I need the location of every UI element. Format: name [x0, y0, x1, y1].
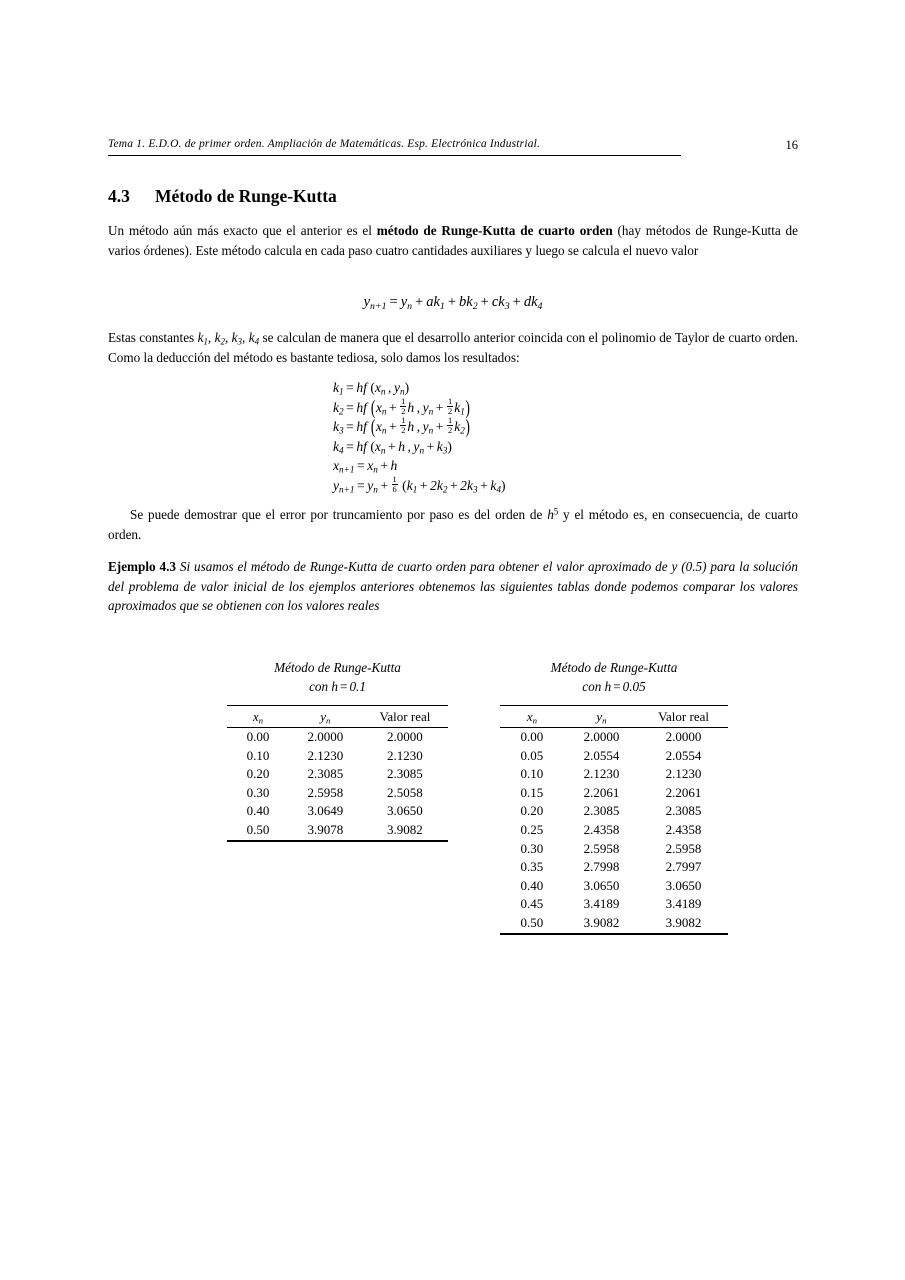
cell-valor-real: 2.1230 — [665, 766, 702, 782]
cell-valor-real: 3.0650 — [665, 877, 702, 893]
column-header-xn: $x_n$ — [500, 706, 564, 728]
table-caption-left-line2 — [227, 677, 448, 696]
cell-valor-real: 2.5958 — [665, 840, 702, 856]
paragraph-intro-text-a: Un método aún más exacto que el anterior es el — [108, 223, 377, 238]
table-right-body — [500, 728, 728, 934]
cell-valor-real: 2.5058 — [387, 784, 423, 800]
cell-xn: 0.05 — [520, 747, 544, 763]
paragraph-truncation-text-b: y el método es, en consecuencia, de cuarto orden. — [108, 507, 798, 542]
table-right — [500, 705, 728, 935]
cell-xn: 0.20 — [246, 766, 270, 782]
paragraph-ejemplo — [108, 557, 798, 616]
equation-xn1: $x_{n+1} = x_n + h$ — [333, 458, 398, 475]
cell-valor-real: 2.1230 — [387, 747, 423, 763]
cell-yn: 2.1230 — [583, 766, 620, 782]
cell-yn: 2.4358 — [583, 821, 620, 837]
equation-yn1-update: $y_{n+1} = y_n$ + $\frac{1}{6}$ $(k_1 + 2k_2 + 2k_3 + k_4)$ — [333, 473, 506, 495]
cell-yn: 2.7998 — [583, 859, 620, 875]
cell-yn: 2.0554 — [583, 747, 620, 763]
running-header — [108, 138, 798, 160]
table-row — [227, 765, 448, 784]
table-header-row — [227, 706, 448, 728]
cell-xn: 0.00 — [520, 729, 544, 744]
table-caption-right-line1: Método de Runge-Kutta — [550, 660, 678, 675]
cell-yn: 2.0000 — [583, 729, 620, 744]
cell-xn: 0.10 — [246, 747, 270, 763]
cell-valor-real: 2.0000 — [665, 729, 702, 744]
cell-xn: 0.15 — [520, 784, 544, 800]
cell-valor-real: 2.3085 — [387, 766, 423, 782]
equation-k2: $k_2$ = hf ($x_n$ + $\frac{1}{2}$ h , $y_n$ + $\frac{1}{2}$ $k_1$) — [333, 395, 470, 418]
column-header-valor-real: Valor real — [362, 706, 448, 728]
cell-xn: 0.40 — [246, 803, 270, 819]
cell-valor-real: 3.0650 — [387, 803, 423, 819]
ejemplo-text: Si usamos el método de Runge-Kutta de cuarto orden para obtener el valor aproximado de y (0.5) para la solución del problema de valor inicial de los ejemplos anteriores obtenemos las siguientes tablas donde podemos comparar los valores aproximados que se obtienen con los valores reales — [108, 559, 798, 614]
equation-k1: $k_1$ = hf ($x_n$ , $y_n$) — [333, 380, 410, 397]
cell-xn: 0.00 — [246, 729, 270, 744]
cell-xn: 0.30 — [520, 840, 544, 856]
cell-xn: 0.40 — [520, 877, 544, 893]
table-caption-left-line1: Método de Runge-Kutta — [274, 660, 401, 675]
cell-yn: 3.9078 — [289, 821, 362, 841]
table-caption-right-line2-b: 0.05 — [622, 679, 646, 694]
column-header-xn: $x_n$ — [227, 706, 289, 728]
running-header-title: Tema 1. E.D.O. de primer orden. Ampliación de Matemáticas. Esp. Electrónica Industrial. — [108, 138, 541, 150]
table-caption-right-line2-a: con h — [582, 679, 612, 694]
section-heading — [108, 186, 337, 207]
paragraph-intro — [108, 221, 798, 260]
cell-yn: 3.9082 — [564, 914, 639, 934]
cell-xn: 0.50 — [500, 914, 564, 934]
column-header-yn: $y_n$ — [289, 706, 362, 728]
cell-xn: 0.25 — [520, 821, 544, 837]
table-row — [500, 914, 728, 934]
table-caption-left-line2-op: = — [340, 679, 348, 694]
cell-valor-real: 3.4189 — [665, 896, 702, 912]
table-row — [500, 840, 728, 859]
table-h-0-1 — [227, 658, 448, 842]
column-header-valor-real: Valor real — [639, 706, 728, 728]
paragraph-intro-text-b: (hay métodos de Runge-Kutta de varios órdenes). Este método calcula en cada paso cuatro cantidades auxiliares y luego se calcula el nuevo valor — [108, 223, 798, 258]
cell-yn: 2.5958 — [307, 784, 344, 800]
cell-valor-real: 3.9082 — [639, 914, 728, 934]
cell-xn: 0.45 — [520, 896, 544, 912]
table-row — [227, 728, 448, 747]
paragraph-intro-bold-term: método de Runge-Kutta de cuarto orden — [376, 223, 613, 238]
table-row — [227, 821, 448, 841]
table-caption-right-line2-op: = — [613, 679, 621, 694]
cell-yn: 3.0649 — [307, 803, 344, 819]
section-number: 4.3 — [108, 186, 130, 206]
cell-valor-real: 2.7997 — [665, 859, 702, 875]
table-caption-right — [500, 658, 728, 696]
cell-xn: 0.30 — [246, 784, 270, 800]
paragraph-truncation-text-a: Se puede demostrar que el error por truncamiento por paso es del orden de — [130, 507, 548, 522]
cell-xn: 0.20 — [520, 803, 544, 819]
table-row — [500, 877, 728, 896]
equation-block-runge-kutta — [333, 378, 506, 495]
table-h-0-05 — [500, 658, 728, 935]
table-row — [500, 895, 728, 914]
ejemplo-label: Ejemplo 4.3 — [108, 559, 176, 574]
column-header-yn: $y_n$ — [564, 706, 639, 728]
cell-valor-real: 2.3085 — [665, 803, 702, 819]
table-row — [500, 765, 728, 784]
paragraph-truncation-error — [108, 505, 798, 544]
running-header-rule — [108, 155, 681, 156]
inline-math-k-list: $k_1$, $k_2$, $k_3$, $k_4$ — [197, 330, 260, 347]
paragraph-constants-text-a: Estas constantes — [108, 330, 198, 345]
table-row — [500, 747, 728, 766]
page-number: 16 — [785, 138, 798, 152]
cell-yn: 2.2061 — [583, 784, 620, 800]
table-caption-left — [227, 658, 448, 696]
table-caption-left-line2-a: con h — [309, 679, 338, 694]
cell-yn: 2.3085 — [307, 766, 344, 782]
table-row — [227, 802, 448, 821]
table-row — [227, 784, 448, 803]
table-row — [500, 728, 728, 747]
cell-xn: 0.35 — [520, 859, 544, 875]
cell-valor-real: 2.4358 — [665, 821, 702, 837]
table-caption-left-line2-b: 0.1 — [349, 679, 366, 694]
paragraph-constants-text-b: se calculan de manera que el desarrollo anterior coincida con el polinomio de Taylor de cuarto orden. Como la deducción del método es bastante tediosa, solo damos los resultados: — [108, 330, 798, 365]
table-row — [500, 784, 728, 803]
cell-valor-real: 2.0554 — [665, 747, 702, 763]
table-header-row — [500, 706, 728, 728]
inline-math-h5: $h^5$ — [547, 506, 559, 522]
cell-yn: 3.4189 — [583, 896, 620, 912]
cell-yn: 2.0000 — [307, 729, 344, 744]
table-caption-right-line2 — [500, 677, 728, 696]
section-title: Método de Runge-Kutta — [155, 186, 337, 206]
paragraph-constants — [108, 328, 798, 367]
cell-xn: 0.10 — [520, 766, 544, 782]
equation-k3: $k_3$ = hf ($x_n$ + $\frac{1}{2}$ h , $y_n$ + $\frac{1}{2}$ $k_2$) — [333, 415, 470, 438]
display-equation-yn1: $y_{n+1} = y_n + ak_1 + bk_2 + ck_3 + dk_4$ — [363, 294, 543, 312]
cell-valor-real: 2.2061 — [665, 784, 702, 800]
cell-valor-real: 2.0000 — [387, 729, 423, 744]
equation-k4: $k_4$ = hf ($x_n + h$ , $y_n + k_3$) — [333, 438, 452, 456]
cell-yn: 3.0650 — [583, 877, 620, 893]
cell-valor-real: 3.9082 — [362, 821, 448, 841]
cell-yn: 2.5958 — [583, 840, 620, 856]
table-row — [500, 821, 728, 840]
table-left — [227, 705, 448, 842]
table-left-body — [227, 728, 448, 841]
table-row — [227, 747, 448, 766]
cell-yn: 2.1230 — [307, 747, 344, 763]
table-row — [500, 802, 728, 821]
cell-yn: 2.3085 — [583, 803, 620, 819]
table-row — [500, 858, 728, 877]
cell-xn: 0.50 — [227, 821, 289, 841]
